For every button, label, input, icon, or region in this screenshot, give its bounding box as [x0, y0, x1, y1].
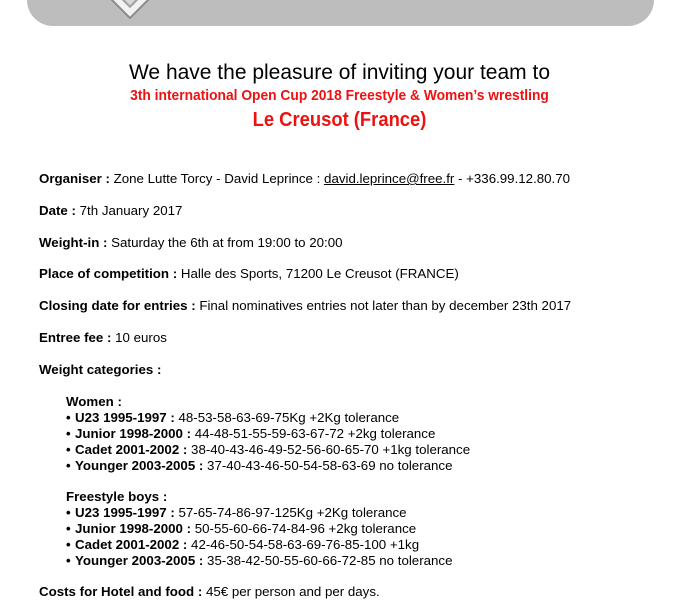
organiser-line [39, 171, 570, 187]
place-line [39, 266, 459, 282]
weight-categories-label: Weight categories : [39, 362, 162, 377]
closing-date-line [39, 298, 571, 314]
organiser-label: Organiser : [39, 171, 110, 186]
weigh-in-line [39, 235, 343, 251]
date-value: 7th January 2017 [75, 203, 183, 218]
bullet-icon: • [66, 442, 71, 457]
date-label: Date : [39, 203, 76, 218]
bullet-icon: • [66, 410, 71, 425]
closing-date-label: Closing date for entries : [39, 298, 196, 313]
boys-category-list [66, 505, 452, 569]
organiser-text: Zone Lutte Torcy - David Leprince : [109, 171, 325, 186]
place-label: Place of competition : [39, 266, 178, 281]
fee-label: Entree fee : [39, 330, 112, 345]
event-title: 3th international Open Cup 2018 Freestyle & Women’s wrestling [130, 87, 549, 104]
costs-label: Costs for Hotel and food : [39, 584, 203, 599]
organiser-phone: - +336.99.12.80.70 [454, 171, 571, 186]
list-item: • U23 1995-1997 : 48-53-58-63-69-75Kg +2Kg tolerance [66, 410, 400, 425]
list-item: • Cadet 2001-2002 : 42-46-50-54-58-63-69-76-85-100 +1kg [66, 537, 420, 552]
freestyle-boys-heading: Freestyle boys : [66, 489, 168, 504]
bullet-icon: • [66, 458, 71, 473]
list-item: • U23 1995-1997 : 57-65-74-86-97-125Kg +2Kg tolerance [66, 505, 407, 520]
bullet-icon: • [66, 505, 71, 520]
list-item: • Junior 1998-2000 : 44-48-51-55-59-63-67-72 +2kg tolerance [66, 426, 436, 441]
closing-date-value: Final nominatives entries not later than by december 23th 2017 [195, 298, 572, 313]
weigh-in-value: Saturday the 6th at from 19:00 to 20:00 [107, 235, 343, 250]
weight-categories-heading [39, 362, 161, 378]
weigh-in-label: Weight-in : [39, 235, 108, 250]
list-item: • Younger 2003-2005 : 37-40-43-46-50-54-58-63-69 no tolerance [66, 458, 453, 473]
fee-line [39, 330, 167, 346]
bullet-icon: • [66, 537, 71, 552]
bullet-icon: • [66, 553, 71, 568]
bullet-icon: • [66, 521, 71, 536]
date-line [39, 203, 182, 219]
women-category-list [66, 410, 470, 474]
costs-line [39, 584, 380, 600]
list-item: • Cadet 2001-2002 : 38-40-43-46-49-52-56-60-65-70 +1kg tolerance [66, 442, 471, 457]
fee-value: 10 euros [111, 330, 167, 345]
bullet-icon: • [66, 426, 71, 441]
list-item: • Younger 2003-2005 : 35-38-42-50-55-60-66-72-85 no tolerance [66, 553, 453, 568]
place-value: Halle des Sports, 71200 Le Creusot (FRANCE) [177, 266, 459, 281]
event-venue: Le Creusot (France) [252, 109, 427, 131]
organiser-email-link[interactable]: david.leprince@free.fr [324, 171, 455, 186]
costs-value: 45€ per person and per days. [202, 584, 380, 599]
invitation-heading: We have the pleasure of inviting your team to [128, 61, 550, 84]
list-item: • Junior 1998-2000 : 50-55-60-66-74-84-96 +2kg tolerance [66, 521, 417, 536]
women-heading: Women : [66, 394, 122, 409]
